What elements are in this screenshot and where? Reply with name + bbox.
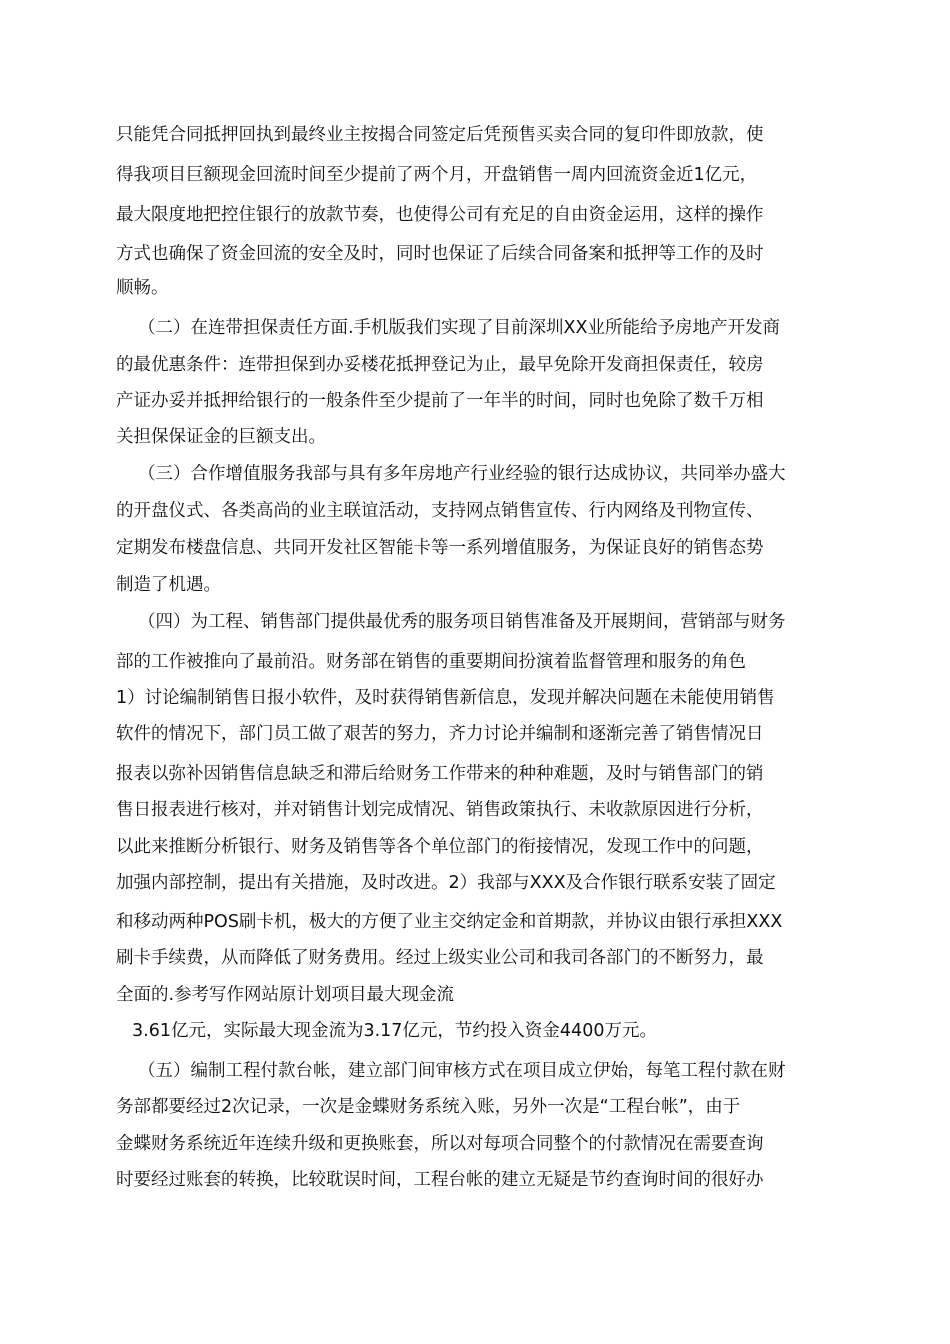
text-line: 只能凭合同抵押回执到最终业主按揭合同签定后凭预售买卖合同的复印件即放款，使 <box>116 125 764 145</box>
text-line: 的最优惠条件：连带担保到办妥楼花抵押登记为止，最早免除开发商担保责任，较房 <box>116 355 764 375</box>
text-line: 软件的情况下，部门员工做了艰苦的努力，齐力讨论并编制和逐渐完善了销售情况日 <box>116 724 764 744</box>
text-line: 产证办妥并抵押给银行的一般条件至少提前了一年半的时间，同时也免除了数千万相 <box>116 391 764 411</box>
text-line: 加强内部控制，提出有关措施，及时改进。2）我部与XXX及合作银行联系安装了固定 <box>116 873 776 893</box>
text-line: 金蝶财务系统近年连续升级和更换账套，所以对每项合同整个的付款情况在需要查询 <box>116 1134 764 1154</box>
text-line: 顺畅。 <box>116 278 169 298</box>
text-line: 以此来推断分析银行、财务及销售等各个单位部门的衔接情况，发现工作中的问题， <box>116 837 764 857</box>
text-line: 报表以弥补因销售信息缺乏和滞后给财务工作带来的种种难题，及时与销售部门的销 <box>116 764 764 784</box>
text-line: 全面的.参考写作网站原计划项目最大现金流 <box>116 985 455 1005</box>
text-line: 关担保保证金的巨额支出。 <box>116 427 326 447</box>
paragraph-heading-line: （四）为工程、销售部门提供最优秀的服务项目销售准备及开展期间，营销部与财务 <box>138 612 786 632</box>
text-line: 方式也确保了资金回流的安全及时，同时也保证了后续合同备案和抵押等工作的及时 <box>116 244 764 264</box>
paragraph-heading-line: （三）合作增值服务我部与具有多年房地产行业经验的银行达成协议，共同举办盛大 <box>138 464 786 484</box>
paragraph-heading-line: （五）编制工程付款台帐，建立部门间审核方式在项目成立伊始，每笔工程付款在财 <box>138 1061 786 1081</box>
text-line: 和移动两种POS刷卡机，极大的方便了业主交纳定金和首期款，并协议由银行承担XXX <box>116 912 783 932</box>
text-line: 得我项目巨额现金回流时间至少提前了两个月，开盘销售一周内回流资金近1亿元， <box>116 165 758 185</box>
text-line: 售日报表进行核对，并对销售计划完成情况、销售政策执行、未收款原因进行分析， <box>116 800 764 820</box>
text-line: 定期发布楼盘信息、共同开发社区智能卡等一系列增值服务，为保证良好的销售态势 <box>116 538 764 558</box>
text-line: 3.61亿元，实际最大现金流为3.17亿元，节约投入资金4400万元。 <box>132 1021 657 1041</box>
text-line: 的开盘仪式、各类高尚的业主联谊活动，支持网点销售宣传、行内网络及刊物宣传、 <box>116 501 764 521</box>
text-line: 务部都要经过2次记录，一次是金蝶财务系统入账，另外一次是“工程台帐”，由于 <box>116 1097 741 1117</box>
text-line: 最大限度地把控住银行的放款节奏，也使得公司有充足的自由资金运用，这样的操作 <box>116 205 764 225</box>
text-line: 部的工作被推向了最前沿。财务部在销售的重要期间扮演着监督管理和服务的角色 <box>116 652 746 672</box>
text-line: 1）讨论编制销售日报小软件，及时获得销售新信息，发现并解决问题在未能使用销售 <box>116 688 775 708</box>
paragraph-heading-line: （二）在连带担保责任方面.手机版我们实现了目前深圳XX业所能给予房地产开发商 <box>138 318 781 338</box>
text-line: 时要经过账套的转换，比较耽误时间，工程台帐的建立无疑是节约查询时间的很好办 <box>116 1170 764 1190</box>
text-line: 制造了机遇。 <box>116 575 221 595</box>
text-line: 刷卡手续费，从而降低了财务费用。经过上级实业公司和我司各部门的不断努力，最 <box>116 948 764 968</box>
